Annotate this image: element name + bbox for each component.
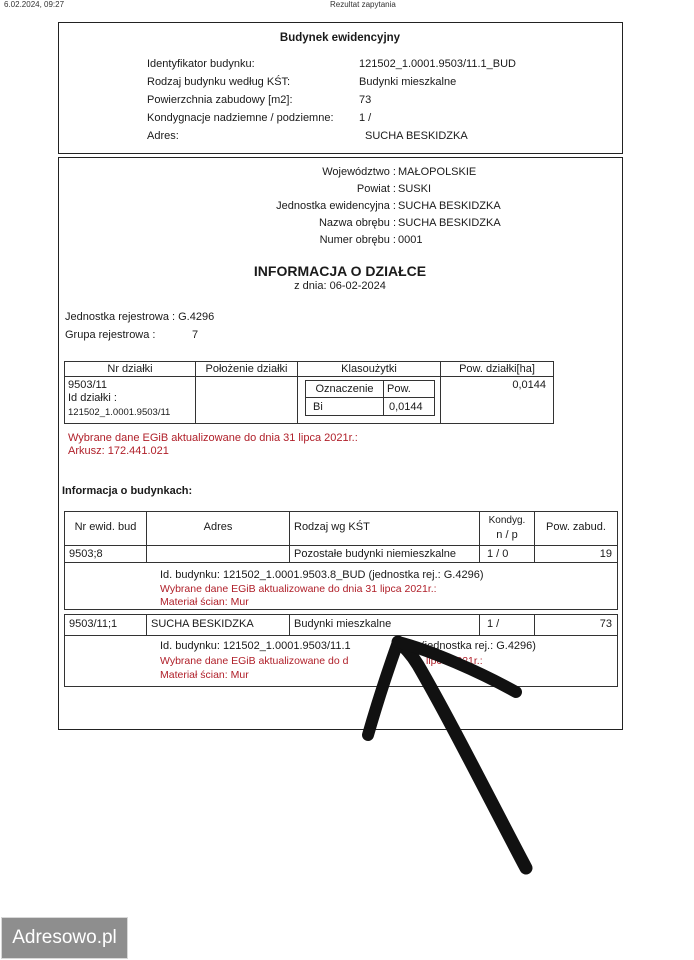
bld2-kind: Budynki mieszkalne (294, 618, 392, 630)
precinct-name-label: Nazwa obrębu : (318, 217, 396, 229)
building-address-label: Adres: (147, 130, 179, 142)
class-area: 0,0144 (389, 401, 423, 413)
voivodeship-value: MAŁOPOLSKIE (398, 166, 477, 178)
bld2-address: SUCHA BESKIDZKA (151, 618, 254, 630)
building-id-value: 121502_1.0001.9503/11.1_BUD (359, 58, 516, 70)
precinct-number-label: Numer obrębu : (319, 234, 396, 246)
bld1-update: Wybrane dane EGiB aktualizowane do dnia 31 lipca 2021r.: (160, 583, 437, 595)
voivodeship-label: Województwo : (322, 166, 396, 178)
bld2-material: Materiał ścian: Mur (160, 669, 249, 681)
info-date: z dnia: 06-02-2024 (294, 280, 386, 292)
bld-col-floors-2: n / p (496, 529, 518, 541)
sheet-note: Arkusz: 172.441.021 (68, 445, 169, 457)
plot-area: 0,0144 (512, 379, 546, 391)
plot-id-label: Id działki : (68, 392, 117, 404)
bld2-area: 73 (599, 618, 612, 630)
building-kind-value: Budynki mieszkalne (359, 76, 457, 88)
plot-col-location: Położenie działki (205, 363, 288, 375)
building-box-title: Budynek ewidencyjny (279, 32, 401, 44)
print-datetime: 6.02.2024, 09:27 (4, 0, 65, 9)
registry-unit-value: SUCHA BESKIDZKA (398, 200, 501, 212)
info-title: INFORMACJA O DZIAŁCE (253, 263, 427, 279)
building-address-value: SUCHA BESKIDZKA (365, 130, 468, 142)
bld2-detail-tail: (jednostka rej.: G.4296) (421, 640, 536, 652)
plot-col-nr: Nr działki (107, 363, 153, 375)
bld1-nr: 9503;8 (69, 548, 103, 560)
county-value: SUSKI (398, 183, 432, 195)
print-title: Rezultat zapytania (330, 0, 396, 9)
bld-col-area: Pow. zabud. (546, 521, 606, 533)
plot-nr: 9503/11 (68, 379, 107, 391)
bld1-material: Materiał ścian: Mur (160, 596, 249, 608)
bld2-detail: Id. budynku: 121502_1.0001.9503/11.1 (160, 640, 351, 652)
class-col-designation: Oznaczenie (315, 383, 374, 395)
class-code: Bi (313, 401, 323, 413)
bld1-detail: Id. budynku: 121502_1.0001.9503.8_BUD (jednostka rej.: G.4296) (160, 569, 484, 581)
update-note: Wybrane dane EGiB aktualizowane do dnia 31 lipca 2021r.: (68, 432, 358, 444)
bld2-update: Wybrane dane EGiB aktualizowane do d (160, 655, 349, 667)
class-col-pow: Pow. (387, 383, 411, 395)
bld-col-address: Adres (203, 521, 233, 533)
plot-col-area: Pow. działki[ha] (459, 363, 535, 375)
bld2-update-tail: lipca 2021r.: (426, 655, 483, 667)
bld-col-kind: Rodzaj wg KŚT (294, 521, 370, 533)
building-area-label: Powierzchnia zabudowy [m2]: (147, 94, 293, 106)
precinct-number-value: 0001 (398, 234, 423, 246)
bld2-nr: 9503/11;1 (69, 618, 118, 630)
registry-unit-label: Jednostka ewidencyjna : (276, 200, 396, 212)
building-floors-value: 1 / (359, 112, 372, 124)
building-area-value: 73 (359, 94, 372, 106)
bld-col-nr: Nr ewid. bud (74, 521, 137, 533)
bld1-area: 19 (599, 548, 612, 560)
bld1-floors: 1 / 0 (487, 548, 509, 560)
reg-group-value: 7 (192, 329, 199, 341)
buildings-info-title: Informacja o budynkach: (62, 485, 193, 497)
building-floors-label: Kondygnacje nadziemne / podziemne: (147, 112, 334, 124)
county-label: Powiat : (356, 183, 396, 195)
bld1-kind: Pozostałe budynki niemieszkalne (294, 548, 457, 560)
plot-id-value: 121502_1.0001.9503/11 (68, 407, 171, 418)
bld-col-floors-1: Kondyg. (488, 515, 526, 526)
reg-group-label: Grupa rejestrowa : (65, 329, 156, 341)
building-kind-label: Rodzaj budynku według KŚT: (147, 76, 291, 88)
watermark-logo: Adresowo.pl (1, 917, 128, 959)
building-id-label: Identyfikator budynku: (147, 58, 255, 70)
plot-col-classes: Klasoużytki (341, 363, 397, 375)
bld2-floors: 1 / (487, 618, 500, 630)
precinct-name-value: SUCHA BESKIDZKA (398, 217, 501, 229)
reg-unit: Jednostka rejestrowa : G.4296 (65, 311, 215, 323)
